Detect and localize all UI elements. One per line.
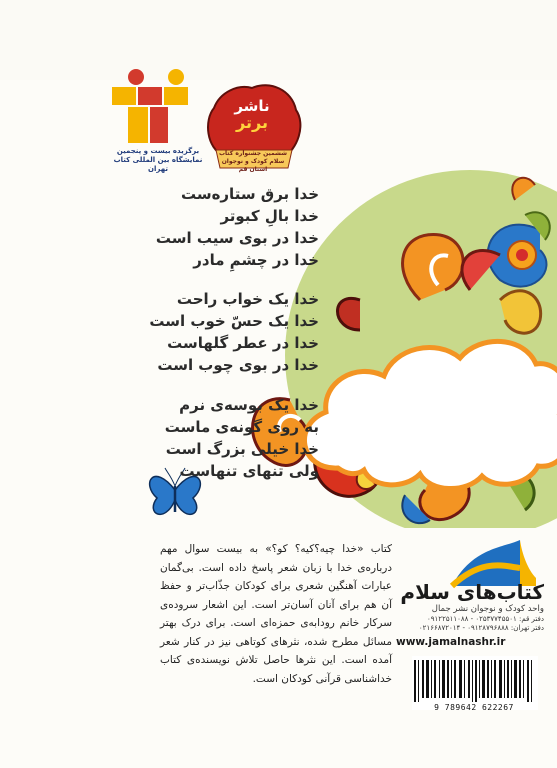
- poem-line: خدا یک بوسه‌ی نرم: [179, 396, 319, 414]
- poem-line: خدا در چشمِ مادر: [193, 251, 319, 269]
- award-logo: [112, 69, 188, 143]
- publisher-unit: واحد کودک و نوجوان نشر جمال: [431, 604, 544, 614]
- award-caption: برگزیده بیست و پنجمین نمایشگاه بین المللی کتاب تهران: [113, 147, 203, 173]
- poem-line: خدا یک خواب راحت: [176, 290, 319, 308]
- poem-line: به روی گونه‌ی ماست: [164, 418, 319, 436]
- poem-line: خدا بالِ کبوتر: [220, 207, 319, 225]
- poem-line: ولی تنهای تنهاست: [179, 462, 319, 480]
- publisher-name: کتاب‌های سلام: [400, 580, 544, 604]
- publisher-website: www.jamalnashr.ir: [396, 636, 506, 648]
- badge-top-text: ناشر: [234, 97, 270, 115]
- book-description: کتاب «خدا چیه؟کیه؟ کو؟» به بیست سوال مهم درباره‌ی خدا با زبان شعر پاسخ داده است. بی‌گمان عبارات آهنگین شعری برای کودکان جذّاب‌تر و حفظ آن هم برای آنان آسان‌تر است. این اشعار سروده‌ی سرکار خانم رودابه‌ی حمزه‌ای است. برای درک بهتر مسائل مطرح شده، نثرهای کوتاهی نیز در کنار شعر آمده است. این نثرها حاصل تلاش نویسنده‌ی کتاب خداشناسی قرآنی کودکان است.: [160, 543, 392, 685]
- poem-line: خدا در بوی چوب است: [157, 356, 319, 374]
- publisher-address: دفتر قم: ۰۲۵۳۷۷۴۵۵۰۱ - ۰۹۱۲۲۵۱۱۰۸۸: [427, 615, 544, 623]
- isbn-barcode: [412, 656, 538, 710]
- poem-stanza-3: [119, 394, 319, 482]
- poem-line: خدا برق ستاره‌ست: [180, 185, 319, 203]
- publisher-block: [396, 580, 544, 648]
- poem-line: خدا یک حسّ خوب است: [149, 312, 319, 330]
- badge-title: [212, 98, 292, 132]
- top-band: [0, 0, 557, 80]
- badge-mid-text: برتر: [236, 113, 268, 132]
- publisher-phone: دفتر تهران: ۰۹۱۲۸۷۹۶۸۸۸ - ۰۲۱۶۶۸۷۲۰۱۴: [418, 624, 544, 632]
- poem-line: خدا در عطر گلهاست: [167, 334, 319, 352]
- poem-stanza-2: [119, 288, 319, 376]
- poem-stanza-1: [119, 183, 319, 271]
- poem-line: خدا در بوی سیب است: [155, 229, 319, 247]
- poem-line: خدا خیلی بزرگ است: [165, 440, 319, 458]
- isbn-number: 9 789642 622267: [434, 703, 514, 712]
- badge-festival-text: ششمین جشنواره کتاب سلام کودک و نوجوان استان قم: [219, 150, 287, 173]
